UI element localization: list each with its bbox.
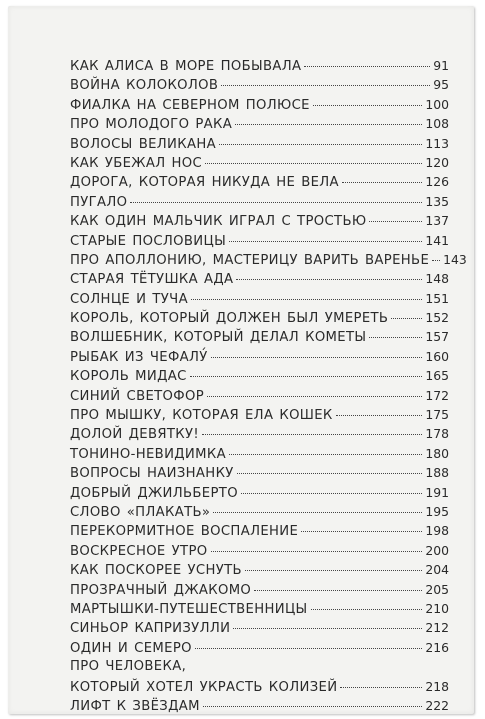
toc-entry-page-number: 151 — [425, 290, 449, 306]
dot-leader — [191, 299, 422, 300]
dot-leader — [342, 182, 422, 183]
toc-entry-title: СТАРАЯ ТЁТУШКА АДА — [70, 272, 234, 288]
toc-entry — [70, 405, 449, 424]
dot-leader — [221, 85, 430, 86]
toc-entry — [70, 483, 449, 502]
toc-entry — [70, 172, 449, 191]
toc-entry-page-number: 216 — [425, 639, 449, 655]
dot-leader — [336, 415, 423, 416]
toc-entry — [70, 521, 449, 540]
toc-entry-title: СИНИЙ СВЕТОФОР — [70, 388, 205, 404]
toc-entry-title: ВОЙНА КОЛОКОЛОВ — [70, 78, 219, 94]
toc-entry-page-number: 143 — [443, 251, 467, 267]
toc-entry — [70, 463, 449, 482]
toc-entry — [70, 638, 449, 657]
toc-entry — [70, 541, 449, 560]
toc-entry-page-number: 108 — [425, 116, 449, 132]
toc-entry-title: ВОЛШЕБНИК, КОТОРЫЙ ДЕЛАЛ КОМЕТЫ — [70, 330, 367, 346]
dot-leader — [211, 551, 423, 552]
toc-entry — [70, 580, 449, 599]
toc-entry-page-number: 205 — [425, 581, 449, 597]
dot-leader — [245, 570, 422, 571]
dot-leader — [237, 473, 423, 474]
toc-entry — [70, 618, 449, 637]
toc-entry-page-number: 126 — [425, 174, 449, 190]
toc-entry-title: ВОЛОСЫ ВЕЛИКАНА — [70, 136, 216, 152]
toc-entry-title: ПРО МЫШКУ, КОТОРАЯ ЕЛА КОШЕК — [70, 408, 333, 424]
toc-entry-page-number: 178 — [425, 426, 449, 442]
table-of-contents — [70, 56, 467, 715]
toc-entry-title: КАК ОДИН МАЛЬЧИК ИГРАЛ С ТРОСТЬЮ — [70, 214, 367, 230]
toc-entry-page-number: 204 — [425, 562, 449, 578]
toc-entry-title: ПРО МОЛОДОГО РАКА — [70, 117, 233, 133]
toc-entry-title: КАК ПОСКОРЕЕ УСНУТЬ — [70, 563, 242, 579]
toc-entry-page-number: 152 — [425, 310, 449, 326]
toc-entry-page-number: 172 — [425, 387, 449, 403]
toc-entry-title: СОЛНЦЕ И ТУЧА — [70, 291, 188, 307]
dot-leader — [202, 434, 422, 435]
dot-leader — [236, 279, 422, 280]
dot-leader — [313, 105, 423, 106]
toc-entry-page-number: 222 — [425, 697, 449, 713]
toc-entry — [70, 308, 449, 327]
toc-entry-title: ПРО АПОЛЛОНИЮ, МАСТЕРИЦУ ВАРИТЬ ВАРЕНЬЕ — [70, 252, 430, 268]
toc-entry-page-number: 195 — [425, 503, 449, 519]
toc-entry-page-number: 91 — [433, 58, 449, 73]
toc-entry-title: ДОБРЫЙ ДЖИЛЬБЕРТО — [70, 485, 238, 501]
toc-entry — [70, 696, 449, 715]
dot-leader — [369, 221, 422, 222]
dot-leader — [205, 163, 422, 164]
toc-entry-title: ПУГАЛО — [70, 194, 128, 210]
toc-entry-page-number: 218 — [425, 678, 449, 694]
toc-entry-title: ВОПРОСЫ НАИЗНАНКУ — [70, 466, 234, 482]
toc-entry-page-number: 135 — [425, 193, 449, 209]
toc-entry-page-number: 212 — [425, 620, 449, 636]
toc-entry — [70, 134, 449, 153]
dot-leader — [432, 260, 440, 261]
toc-entry — [70, 211, 449, 230]
dot-leader — [304, 66, 430, 67]
toc-entry — [70, 424, 449, 443]
toc-entry-title: ДОРОГА, КОТОРАЯ НИКУДА НЕ ВЕЛА — [70, 175, 339, 191]
toc-entry — [70, 444, 449, 463]
dot-leader — [211, 357, 423, 358]
toc-entry-title: ТОНИНО-НЕВИДИМКА — [70, 446, 226, 462]
toc-entry — [70, 153, 449, 172]
toc-entry-title-continuation: КОТОРЫЙ ХОТЕЛ УКРАСТЬ КОЛИЗЕЙ — [70, 679, 338, 695]
toc-entry-title: ПРОЗРАЧНЫЙ ДЖАКОМО — [70, 582, 252, 598]
toc-entry-title: КАК АЛИСА В МОРЕ ПОБЫВАЛА — [70, 59, 302, 74]
toc-entry-title: ПЕРЕКОРМИТНОЕ ВОСПАЛЕНИЕ — [70, 524, 299, 540]
toc-entry — [70, 269, 449, 288]
toc-entry-page-number: 95 — [433, 77, 449, 93]
toc-entry-page-number: 175 — [425, 407, 449, 423]
dot-leader — [340, 687, 422, 688]
toc-entry-title: РЫБАК ИЗ ЧЕФАЛУ́ — [70, 349, 208, 365]
dot-leader — [213, 512, 422, 513]
dot-leader — [207, 396, 422, 397]
toc-entry — [70, 599, 449, 618]
toc-entry-page-number: 210 — [425, 600, 449, 616]
dot-leader — [130, 202, 422, 203]
toc-entry — [70, 386, 449, 405]
toc-entry-title: ЛИФТ К ЗВЁЗДАМ — [70, 698, 200, 714]
toc-entry-title: ПРО ЧЕЛОВЕКА, — [70, 659, 187, 675]
toc-entry-title: МАРТЫШКИ-ПУТЕШЕСТВЕННИЦЫ — [70, 601, 308, 617]
dot-leader — [229, 454, 422, 455]
dot-leader — [233, 628, 422, 629]
toc-entry — [70, 95, 449, 114]
dot-leader — [190, 376, 423, 377]
toc-entry-page-number: 120 — [425, 154, 449, 170]
toc-entry-page-number: 188 — [425, 465, 449, 481]
dot-leader — [391, 318, 422, 319]
toc-entry-page-number: 100 — [425, 96, 449, 112]
toc-entry-page-number: 191 — [425, 484, 449, 500]
toc-entry-page-number: 180 — [425, 445, 449, 461]
toc-entry-title: ФИАЛКА НА СЕВЕРНОМ ПОЛЮСЕ — [70, 97, 310, 113]
toc-entry-page-number: 200 — [425, 542, 449, 558]
toc-entry-page-number: 198 — [425, 523, 449, 539]
toc-entry-title: КОРОЛЬ МИДАС — [70, 369, 187, 385]
toc-entry — [70, 75, 449, 94]
toc-entry-page-number: 113 — [425, 135, 449, 151]
toc-entry-title: ОДИН И СЕМЕРО — [70, 640, 192, 656]
dot-leader — [229, 241, 422, 242]
toc-entry — [70, 347, 449, 366]
toc-entry — [70, 114, 449, 133]
dot-leader — [195, 648, 422, 649]
toc-entry — [70, 192, 449, 211]
toc-entry-page-number: 148 — [425, 271, 449, 287]
dot-leader — [254, 590, 422, 591]
toc-entry — [70, 289, 449, 308]
toc-entry-page-number: 160 — [425, 348, 449, 364]
dot-leader — [203, 706, 423, 707]
toc-entry-page-number: 165 — [425, 368, 449, 384]
toc-entry — [70, 250, 467, 269]
dot-leader — [219, 144, 422, 145]
toc-entry — [70, 560, 449, 579]
toc-entry-title: ДОЛОЙ ДЕВЯТКУ! — [70, 427, 200, 443]
toc-entry-page-number: 141 — [425, 232, 449, 248]
toc-entry-title: СТАРЫЕ ПОСЛОВИЦЫ — [70, 233, 227, 249]
dot-leader — [369, 337, 422, 338]
book-page — [8, 6, 474, 714]
dot-leader — [241, 493, 422, 494]
toc-entry-title: СЛОВО «ПЛАКАТЬ» — [70, 504, 211, 520]
toc-entry — [70, 366, 449, 385]
toc-entry — [70, 231, 449, 250]
dot-leader — [311, 609, 423, 610]
dot-leader — [301, 531, 422, 532]
toc-entry — [70, 502, 449, 521]
toc-entry-title: КАК УБЕЖАЛ НОС — [70, 155, 203, 171]
toc-entry — [70, 657, 449, 696]
toc-entry-page-number: 157 — [425, 329, 449, 345]
toc-entry-title: КОРОЛЬ, КОТОРЫЙ ДОЛЖЕН БЫЛ УМЕРЕТЬ — [70, 311, 389, 327]
toc-entry-title: СИНЬОР КАПРИЗУЛЛИ — [70, 621, 231, 637]
toc-entry-page-number: 137 — [425, 213, 449, 229]
toc-entry — [70, 56, 449, 75]
toc-entry-title: ВОСКРЕСНОЕ УТРО — [70, 543, 208, 559]
toc-entry — [70, 327, 449, 346]
dot-leader — [235, 124, 422, 125]
